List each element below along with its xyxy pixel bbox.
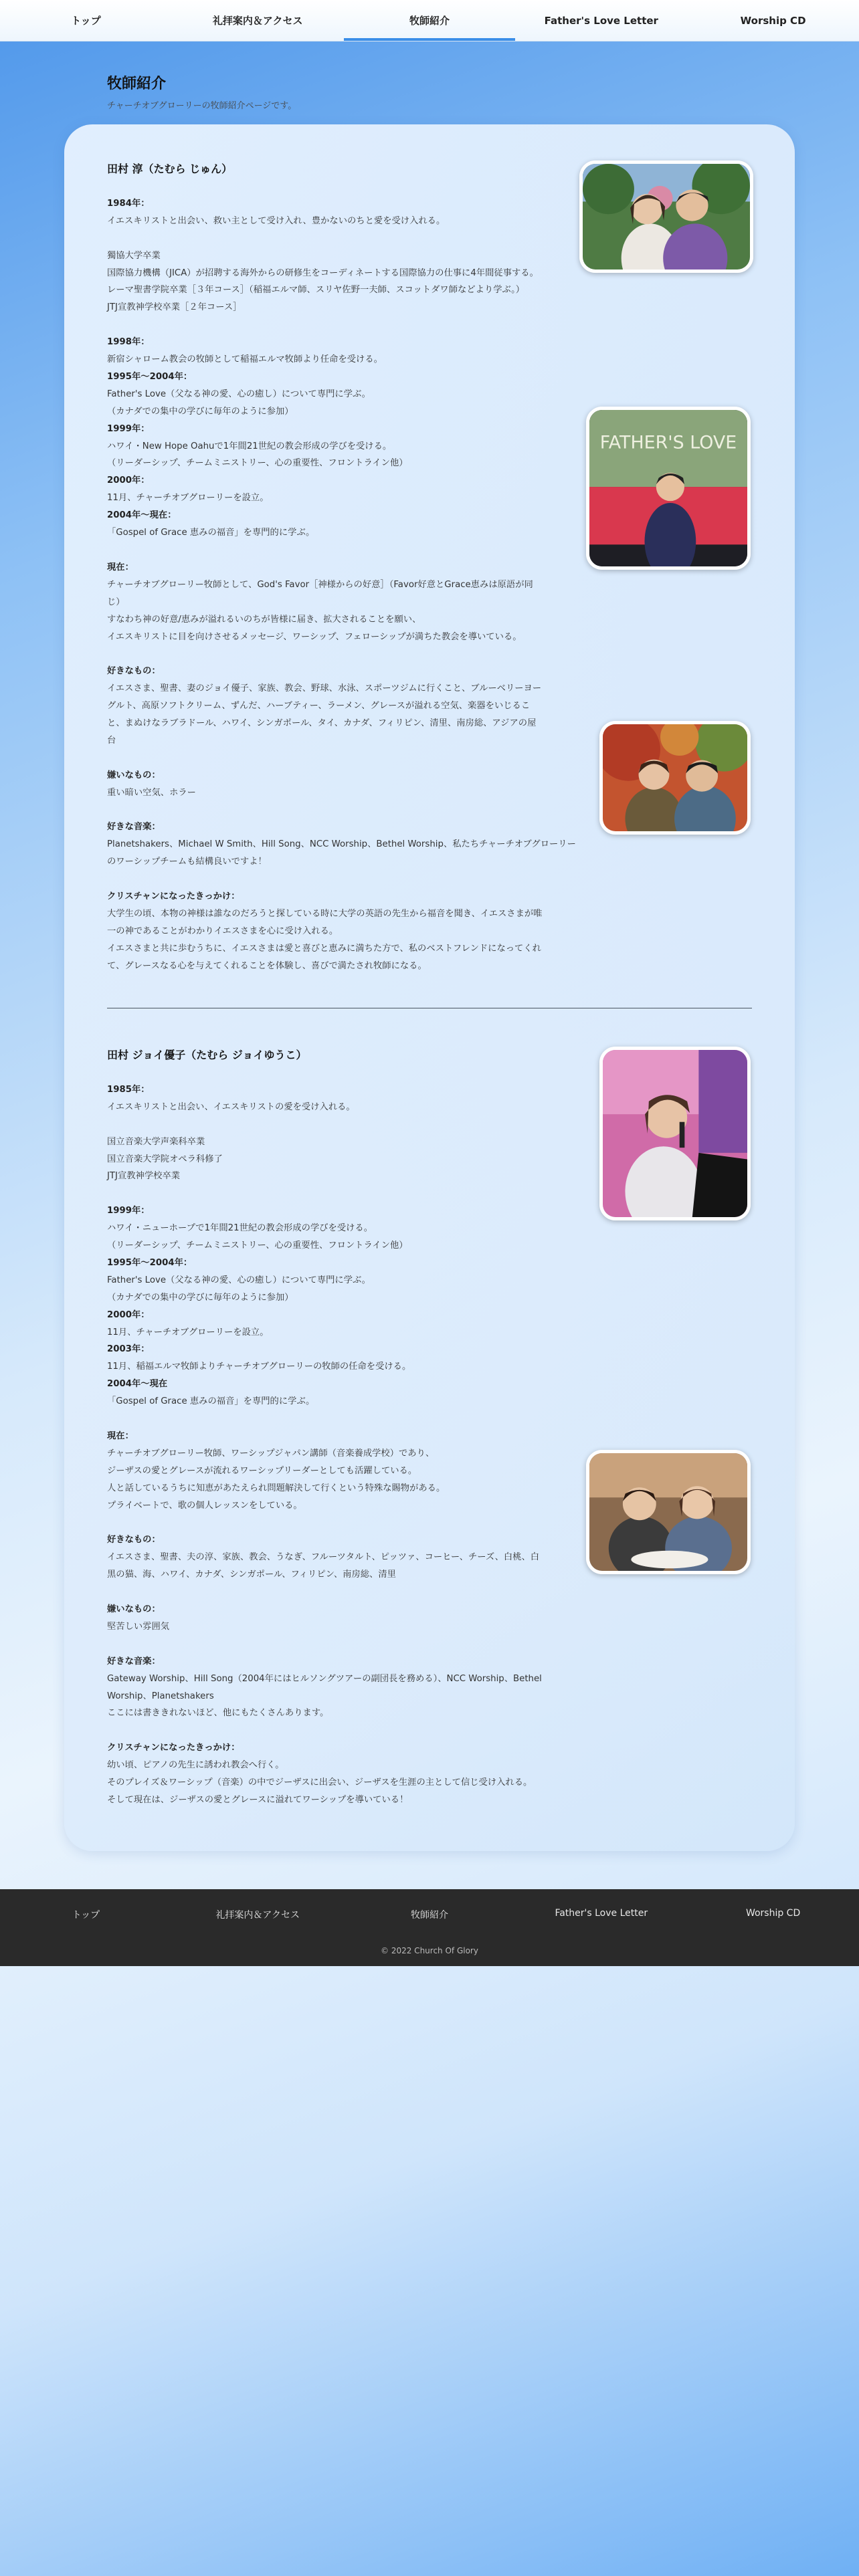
- footer-link-access[interactable]: 礼拝案内＆アクセス: [215, 1910, 300, 1921]
- bio-line: ここには書ききれないほど、他にもたくさんあります。: [107, 1708, 329, 1719]
- bio-line: 国立音楽大学声楽科卒業: [107, 1136, 205, 1147]
- spacer: [107, 178, 642, 195]
- nav-item-fathers-love-letter[interactable]: Father's Love Letter: [544, 14, 658, 27]
- spacer: [107, 1515, 642, 1532]
- bio-line: Father's Love（父なる神の愛、心の癒し）について専門に学ぶ。: [107, 389, 371, 399]
- bio-line: のワーシップチームも結構良いですよ！: [107, 857, 267, 867]
- bio-line: じ）: [107, 597, 125, 607]
- photo-joy-singing: [599, 1047, 751, 1220]
- bio-label: 好きなもの：: [107, 666, 161, 677]
- bio-line: 国立音楽大学院オペラ科修了: [107, 1154, 223, 1164]
- spacer: [107, 750, 642, 767]
- bio-label: 2003年：: [107, 1344, 150, 1355]
- bio-label: 好きな音楽：: [107, 1656, 161, 1667]
- bio-label: 現在：: [107, 1430, 134, 1441]
- bio-label: 1985年：: [107, 1084, 150, 1095]
- bio-line: 堅苦しい雰囲気: [107, 1621, 170, 1632]
- bio-label: 嫌いなもの：: [107, 770, 161, 780]
- page-header: [107, 72, 296, 111]
- nav-item-access[interactable]: 礼拝案内＆アクセス: [212, 15, 303, 27]
- top-navigation: [0, 0, 859, 41]
- bio-line: （リーダーシップ、チームミニストリー、心の重要性、フロントライン他）: [107, 1241, 408, 1251]
- pastor-profile-jun: [107, 160, 642, 975]
- spacer: [107, 1185, 642, 1202]
- bio-line: （カナダでの集中の学びに毎年のように参加）: [107, 406, 294, 417]
- footer-link-pastors[interactable]: 牧師紹介: [410, 1910, 448, 1921]
- spacer: [107, 802, 642, 819]
- bio-line: 一の神であることがわかりイエスさまを心に受け入れる。: [107, 926, 339, 936]
- bio-line: JTJ宣教神学校卒業［２年コース］: [107, 302, 242, 313]
- bio-label: 2004年〜現在: [107, 1379, 168, 1390]
- pastor-name: 田村 ジョイ優子（たむら ジョイゆうこ）: [107, 1049, 307, 1061]
- bio-line: 幼い頃、ピアノの先生に誘われ教会へ行く。: [107, 1760, 284, 1771]
- spacer: [107, 230, 642, 247]
- footer: [0, 1889, 859, 1966]
- bio-line: 11月、稲福エルマ牧師よりチャーチオブグローリーの牧師の任命を受ける。: [107, 1362, 411, 1372]
- footer-link-top[interactable]: トップ: [72, 1910, 100, 1921]
- bio-line: ハワイ・New Hope Oahuで1年間21世紀の教会形成の学びを受ける。: [107, 441, 392, 451]
- bio-label: 現在：: [107, 562, 134, 572]
- bio-line: イエスキリストと出会い、イエスキリストの愛を受け入れる。: [107, 1101, 355, 1112]
- bio-line: 大学生の頃、本物の神様は誰なのだろうと探している時に大学の英語の先生から福音を聞き、イエスさまが唯: [107, 908, 543, 919]
- spacer: [107, 1722, 642, 1739]
- bio-line: Father's Love（父なる神の愛、心の癒し）について専門に学ぶ。: [107, 1275, 371, 1285]
- bio-line: Planetshakers、Michael W Smith、Hill Song、NCC Worship、Bethel Worship、私たちチャーチオブグローリー: [107, 839, 576, 850]
- spacer: [107, 1064, 642, 1081]
- footer-link-fathers-love-letter[interactable]: Father's Love Letter: [555, 1908, 648, 1919]
- pastor-profile-joy: [107, 1047, 642, 1809]
- bio-line: すなわち神の好意/恵みが溢れるいのちが皆様に届き、拡大されることを願い、: [107, 614, 421, 625]
- pastor-bio: [107, 1081, 642, 1809]
- bio-label: 1999年：: [107, 1206, 150, 1216]
- bio-line: （カナダでの集中の学びに毎年のように参加）: [107, 1292, 294, 1303]
- bio-line: 重い暗い空気、ホラー: [107, 787, 196, 798]
- spacer: [107, 1410, 642, 1428]
- bio-label: クリスチャンになったきっかけ：: [107, 891, 240, 902]
- page-subtitle: チャーチオブグローリーの牧師紹介ページです。: [107, 101, 297, 111]
- bio-line: イエスさまと共に歩むうちに、イエスさまは愛と喜びと恵みに満ちた方で、私のベストフレンドになってくれ: [107, 943, 541, 954]
- bio-label: 1984年：: [107, 198, 150, 209]
- bio-line: て、グレースなる心を与えてくれることを体験し、喜びで満たされ牧師になる。: [107, 960, 427, 971]
- pastor-bio: [107, 195, 642, 975]
- photo-couple-autumn: [599, 721, 751, 835]
- spacer: [107, 316, 642, 334]
- bio-line: イエスさま、聖書、夫の淳、家族、教会、うなぎ、フルーツタルト、ピッツァ、コーヒー、チーズ、白桃、白: [107, 1552, 540, 1563]
- bio-line: 新宿シャローム教会の牧師として稲福エルマ牧師より任命を受ける。: [107, 354, 383, 365]
- bio-line: プライベートで、歌の個人レッスンをしている。: [107, 1500, 302, 1511]
- photo-couple-garden: [579, 160, 753, 273]
- bio-label: 2000年：: [107, 475, 150, 486]
- bio-line: 「Gospel of Grace 恵みの福音」を専門的に学ぶ。: [107, 528, 315, 538]
- bio-line: Worship、Planetshakers: [107, 1691, 214, 1701]
- bio-label: クリスチャンになったきっかけ：: [107, 1743, 240, 1753]
- spacer: [107, 1584, 642, 1601]
- bio-line: チャーチオブグローリー牧師、ワーシップジャパン講師（音楽養成学校）であり、: [107, 1448, 435, 1459]
- bio-label: 好きなもの：: [107, 1535, 161, 1545]
- bio-line: 11月、チャーチオブグローリーを設立。: [107, 493, 269, 504]
- nav-item-pastors[interactable]: 牧師紹介: [344, 0, 516, 41]
- spacer: [107, 645, 642, 663]
- bio-line: ハワイ・ニューホープで1年間21世紀の教会形成の学びを受ける。: [107, 1223, 373, 1234]
- bio-line: 獨協大学卒業: [107, 250, 161, 261]
- bio-line: 国際協力機構（JICA）が招聘する海外からの研修生をコーディネートする国際協力の仕事に4年間従事する。: [107, 267, 539, 278]
- bio-line: そのプレイズ＆ワーシップ（音楽）の中でジーザスに出会い、ジーザスを生涯の主として信じ受け入れる。: [107, 1778, 533, 1788]
- footer-link-worship-cd[interactable]: Worship CD: [745, 1908, 801, 1919]
- photo-fathers-love-stage: [586, 407, 751, 570]
- bio-line: 11月、チャーチオブグローリーを設立。: [107, 1327, 269, 1337]
- page-title: 牧師紹介: [107, 76, 167, 92]
- bio-line: ジーザスの愛とグレースが流れるワーシップリーダーとしても活躍している。: [107, 1465, 417, 1476]
- pastor-name: 田村 淳（たむら じゅん）: [107, 163, 233, 175]
- bio-line: グルト、高原ソフトクリーム、ずんだ、ハーブティー、ラーメン、グレースが溢れる空気、楽器をいじるこ: [107, 701, 531, 712]
- bio-line: 人と話しているうちに知恵があたえられ問題解決して行くという特殊な賜物がある。: [107, 1483, 446, 1493]
- nav-item-top[interactable]: トップ: [71, 15, 101, 27]
- spacer: [107, 871, 642, 888]
- bio-line: 「Gospel of Grace 恵みの福音」を専門的に学ぶ。: [107, 1396, 315, 1407]
- bio-label: 1998年：: [107, 337, 150, 348]
- bio-label: 好きな音楽：: [107, 822, 161, 833]
- bio-label: 1995年〜2004年：: [107, 371, 193, 382]
- bio-label: 2000年：: [107, 1309, 150, 1320]
- bio-label: 1999年：: [107, 423, 150, 434]
- bio-label: 2004年〜現在：: [107, 510, 177, 521]
- bio-line: レーマ聖書学院卒業［３年コース］（稲福エルマ師、スリヤ佐野一夫師、スコットダワ師などより学ぶ。）: [107, 285, 525, 296]
- bio-line: イエスさま、聖書、妻のジョイ優子、家族、教会、野球、水泳、スポーツジムに行くこと、ブルーベリーヨー: [107, 683, 542, 694]
- bio-line: イエスキリストに目を向けさせるメッセージ、ワーシップ、フェローシップが満ちた教会を導いている。: [107, 631, 522, 642]
- spacer: [107, 542, 642, 559]
- bio-line: と、まぬけなラブラドール、ハワイ、シンガポール、タイ、カナダ、フィリピン、清里、南房総、アジアの屋: [107, 718, 537, 729]
- copyright: © 2022 Church Of Glory: [381, 1946, 478, 1955]
- bio-line: （リーダーシップ、チームミニストリー、心の重要性、フロントライン他）: [107, 458, 408, 469]
- bio-line: そして現在は、ジーザスの愛とグレースに溢れてワーシップを導いている！: [107, 1794, 409, 1805]
- bio-line: JTJ宣教神学校卒業: [107, 1171, 181, 1182]
- bio-label: 嫌いなもの：: [107, 1604, 161, 1614]
- nav-item-worship-cd[interactable]: Worship CD: [740, 14, 806, 27]
- bio-line: イエスキリストと出会い、救い主として受け入れ、豊かないのちと愛を受け入れる。: [107, 215, 446, 226]
- spacer: [107, 1636, 642, 1653]
- bio-line: チャーチオブグローリー牧師として、God's Favor［神様からの好意］（Favor好意とGrace恵みは原語が同: [107, 579, 533, 590]
- spacer: [107, 1116, 642, 1134]
- bio-line: 台: [107, 735, 116, 746]
- photo-joy-dinner: [586, 1450, 751, 1574]
- bio-label: 1995年〜2004年：: [107, 1257, 193, 1268]
- footer-navigation: [0, 1908, 859, 1921]
- bio-line: 黒の猫、海、ハワイ、カナダ、シンガポール、フィリピン、南房総、清里: [107, 1570, 396, 1580]
- bio-line: Gateway Worship、Hill Song（2004年にはヒルソングツアーの副団長を務める）、NCC Worship、Bethel: [107, 1673, 542, 1684]
- stage-banner-text: FATHER'S LOVE: [599, 432, 737, 453]
